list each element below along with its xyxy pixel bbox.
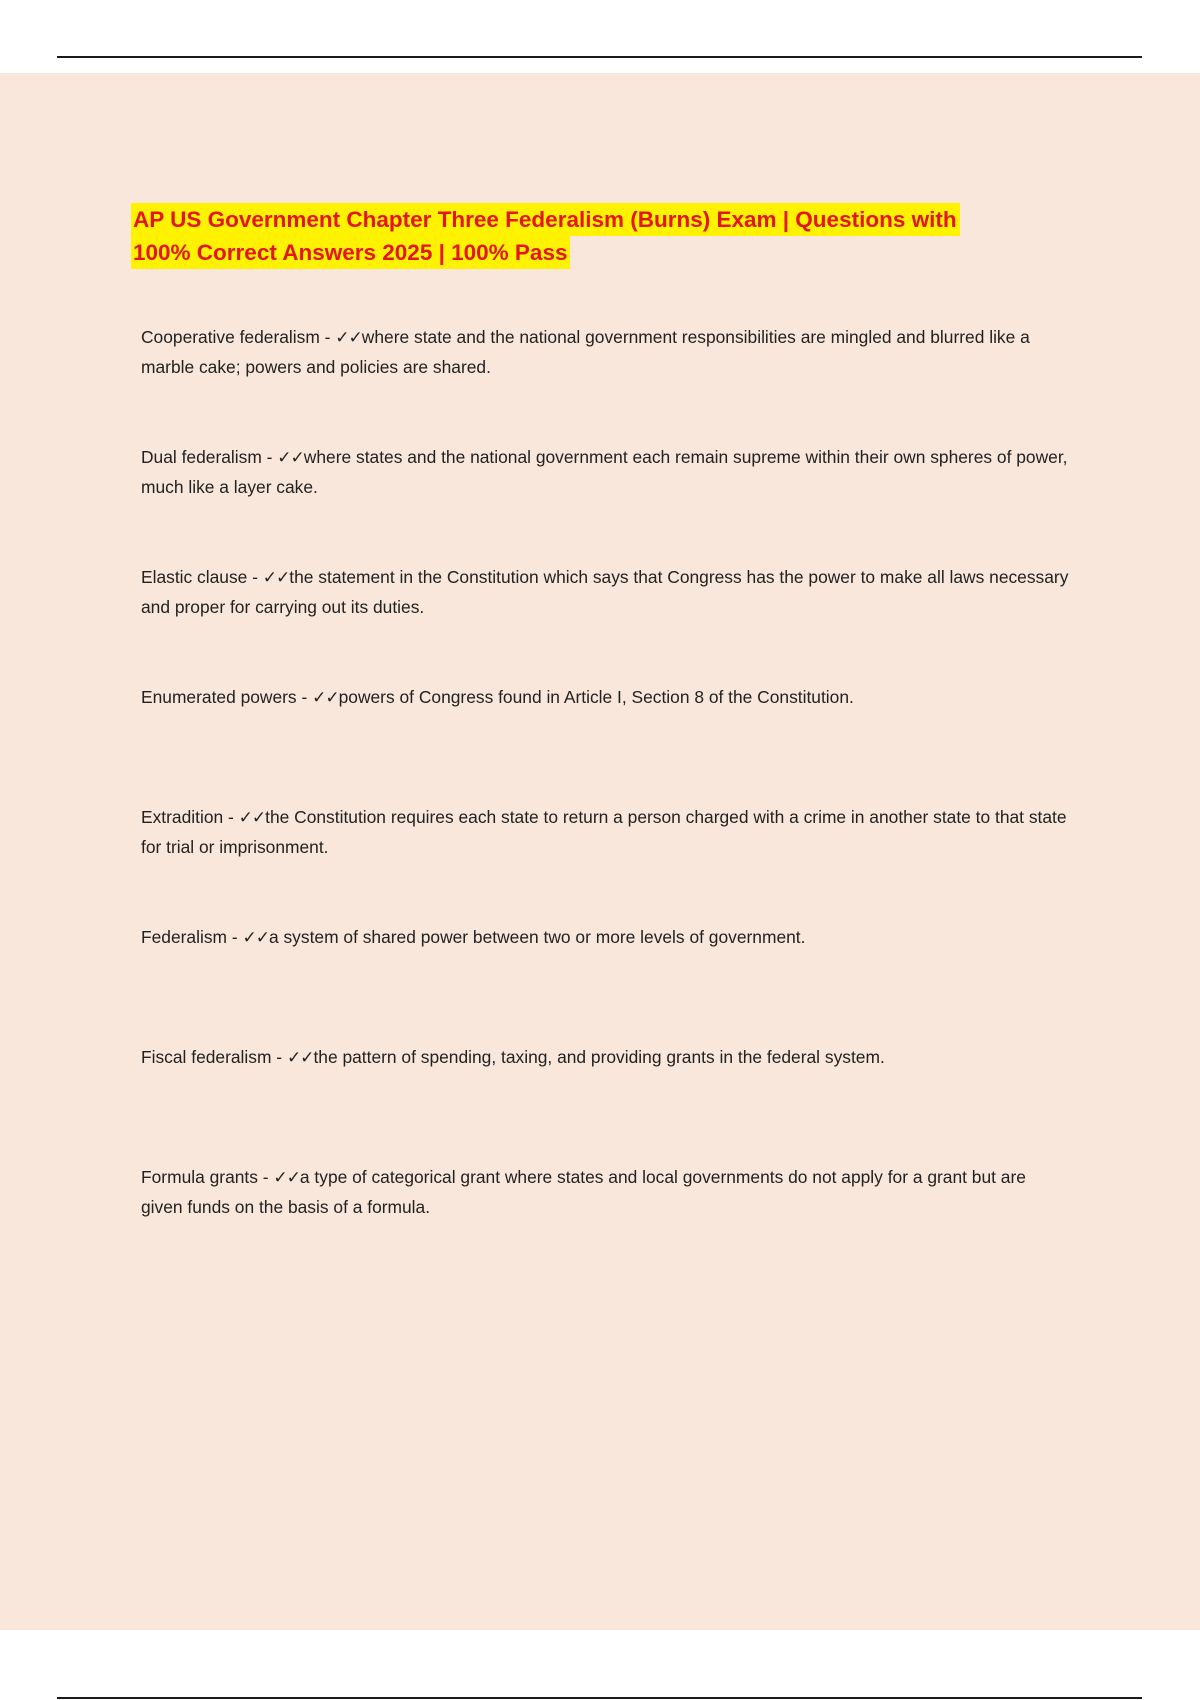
definition: where states and the national government each remain supreme within their own spheres of power, much like a layer cake.: [141, 447, 1068, 497]
bottom-divider: [57, 1697, 1142, 1699]
double-check-icon: ✓✓: [242, 928, 269, 948]
document-page: [0, 73, 1200, 1630]
flashcard-list: [141, 323, 1071, 1283]
list-item: Formula grants - ✓✓a type of categorical grant where states and local governments do not apply for a grant but are given funds on the basis of a formula.: [141, 1167, 1026, 1217]
list-item: Dual federalism - ✓✓where states and the national government each remain supreme within their own spheres of power, much like a layer cake.: [141, 447, 1068, 497]
list-item: Elastic clause - ✓✓the statement in the Constitution which says that Congress has the power to make all laws necessary and proper for carrying out its duties.: [141, 567, 1069, 617]
definition: powers of Congress found in Article I, Section 8 of the Constitution.: [338, 687, 854, 707]
term: Enumerated powers: [141, 687, 297, 707]
title-line-1: AP US Government Chapter Three Federalism (Burns) Exam | Questions with: [131, 203, 960, 236]
definition: a type of categorical grant where states and local governments do not apply for a grant but are given funds on the basis of a formula.: [141, 1167, 1026, 1217]
double-check-icon: ✓✓: [273, 1168, 300, 1188]
list-item: Enumerated powers - ✓✓powers of Congress found in Article I, Section 8 of the Constitution.: [141, 687, 854, 708]
double-check-icon: ✓✓: [238, 808, 266, 828]
definition: the pattern of spending, taxing, and providing grants in the federal system.: [313, 1047, 885, 1067]
double-check-icon: ✓✓: [312, 688, 339, 708]
list-item: Federalism - ✓✓a system of shared power between two or more levels of government.: [141, 927, 806, 948]
list-item: Fiscal federalism - ✓✓the pattern of spending, taxing, and providing grants in the federal system.: [141, 1047, 885, 1068]
term: Extradition: [141, 807, 224, 827]
term: Formula grants: [141, 1167, 258, 1187]
definition: the statement in the Constitution which says that Congress has the power to make all laws necessary and proper for carrying out its duties.: [141, 567, 1069, 617]
double-check-icon: ✓✓: [277, 448, 304, 468]
top-divider: [57, 56, 1142, 58]
definition: a system of shared power between two or more levels of government.: [268, 927, 806, 947]
definition: the Constitution requires each state to return a person charged with a crime in another state to that state for trial or imprisonment.: [141, 807, 1067, 857]
list-item: Cooperative federalism - ✓✓where state and the national government responsibilities are mingled and blurred like a marble cake; powers and policies are shared.: [141, 327, 1030, 377]
definition: where state and the national government responsibilities are mingled and blurred like a marble cake; powers and policies are shared.: [141, 327, 1030, 377]
double-check-icon: ✓✓: [335, 328, 362, 348]
list-item: Extradition - ✓✓the Constitution requires each state to return a person charged with a crime in another state to that state for trial or imprisonment.: [141, 807, 1067, 857]
term: Fiscal federalism: [141, 1047, 272, 1067]
term: Federalism: [141, 927, 228, 947]
document-title: [131, 203, 1021, 269]
double-check-icon: ✓✓: [286, 1048, 314, 1068]
term: Cooperative federalism: [141, 327, 320, 347]
term: Dual federalism: [141, 447, 262, 467]
title-line-2: 100% Correct Answers 2025 | 100% Pass: [131, 236, 570, 269]
term: Elastic clause: [141, 567, 248, 587]
double-check-icon: ✓✓: [262, 568, 290, 588]
